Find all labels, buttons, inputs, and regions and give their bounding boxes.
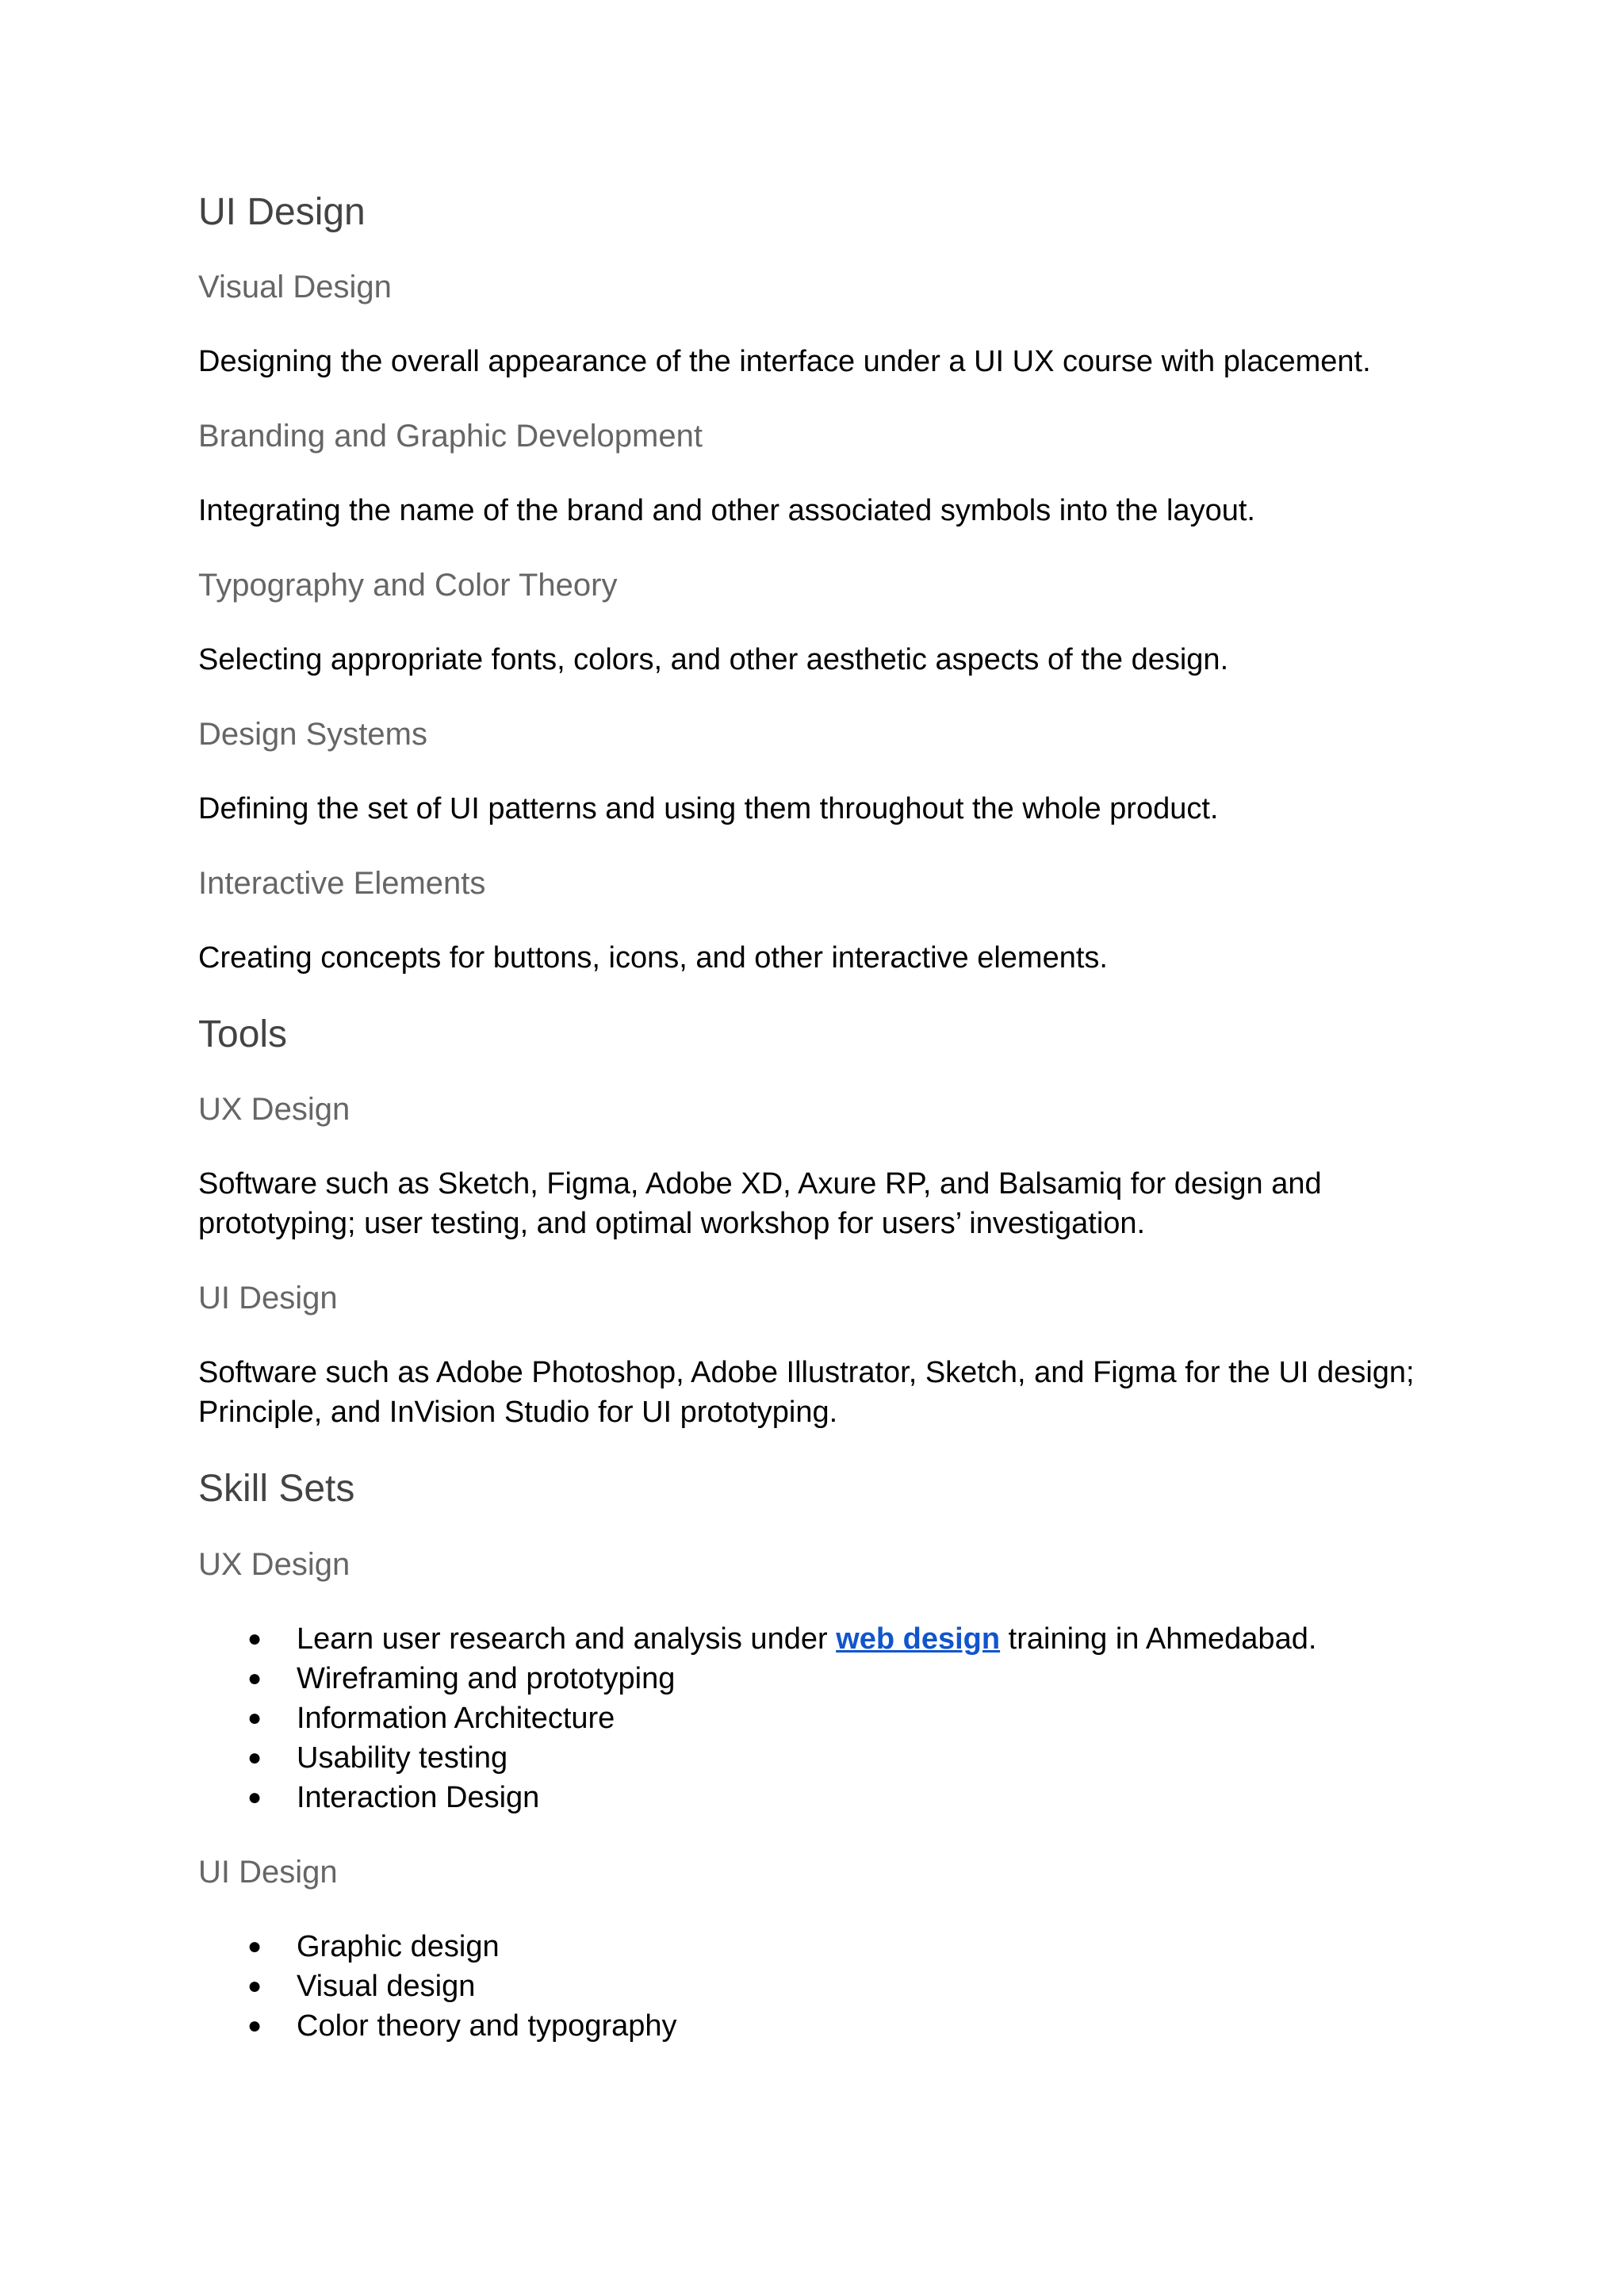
list-item-text: Interaction Design bbox=[297, 1780, 540, 1814]
list-item bbox=[198, 1698, 1435, 1738]
bullet-icon: ● bbox=[247, 1625, 262, 1652]
skills-ux-list bbox=[198, 1619, 1435, 1817]
bullet-icon: ● bbox=[247, 1972, 262, 1999]
document-page bbox=[198, 190, 1435, 2046]
bullet-icon: ● bbox=[247, 1744, 262, 1771]
subsection-title-tools-ui: UI Design bbox=[198, 1281, 338, 1316]
web-design-link[interactable]: web design bbox=[836, 1622, 1001, 1656]
list-item bbox=[198, 1927, 1435, 1967]
paragraph-interactive-elements: Creating concepts for buttons, icons, and other interactive elements. bbox=[198, 941, 1108, 975]
section-title-skill-sets: Skill Sets bbox=[198, 1468, 355, 1511]
list-item bbox=[198, 1967, 1435, 2006]
section-title-ui-design: UI Design bbox=[198, 191, 366, 233]
paragraph-line: prototyping; user testing, and optimal workshop for users’ investigation. bbox=[198, 1207, 1146, 1241]
paragraph-line: Software such as Adobe Photoshop, Adobe Illustrator, Sketch, and Figma for the UI design; bbox=[198, 1356, 1415, 1390]
subsection-title-tools-ux: UX Design bbox=[198, 1092, 350, 1128]
subsection-title-skills-ux: UX Design bbox=[198, 1546, 350, 1582]
paragraph-line: Principle, and InVision Studio for UI prototyping. bbox=[198, 1396, 838, 1430]
list-item-text: training in Ahmedabad. bbox=[1000, 1622, 1317, 1656]
list-item bbox=[198, 1619, 1435, 1659]
list-item-text: Information Architecture bbox=[297, 1701, 615, 1735]
list-item-text: Color theory and typography bbox=[297, 2009, 677, 2043]
paragraph-line: Software such as Sketch, Figma, Adobe XD, Axure RP, and Balsamiq for design and bbox=[198, 1167, 1322, 1201]
list-item-text: Graphic design bbox=[297, 1929, 500, 1963]
list-item-text: Learn user research and analysis under bbox=[297, 1622, 837, 1656]
skills-ui-list bbox=[198, 1927, 1435, 2046]
list-item bbox=[198, 1659, 1435, 1698]
paragraph-design-systems: Defining the set of UI patterns and using them throughout the whole product. bbox=[198, 792, 1219, 826]
paragraph-tools-ui bbox=[198, 1353, 1435, 1432]
bullet-icon: ● bbox=[247, 1664, 262, 1691]
bullet-icon: ● bbox=[247, 1932, 262, 1959]
list-item-text: Visual design bbox=[297, 1969, 476, 2003]
paragraph-typography: Selecting appropriate fonts, colors, and other aesthetic aspects of the design. bbox=[198, 643, 1229, 677]
subsection-title-branding: Branding and Graphic Development bbox=[198, 419, 703, 454]
bullet-icon: ● bbox=[247, 1783, 262, 1810]
list-item-text: Wireframing and prototyping bbox=[297, 1661, 676, 1695]
paragraph-branding: Integrating the name of the brand and other associated symbols into the layout. bbox=[198, 494, 1255, 528]
list-item-text: Usability testing bbox=[297, 1741, 508, 1775]
paragraph-visual-design: Designing the overall appearance of the interface under a UI UX course with placement. bbox=[198, 345, 1371, 379]
subsection-title-skills-ui: UI Design bbox=[198, 1854, 338, 1890]
list-item bbox=[198, 2006, 1435, 2046]
paragraph-tools-ux bbox=[198, 1164, 1435, 1243]
subsection-title-interactive-elements: Interactive Elements bbox=[198, 866, 486, 902]
list-item bbox=[198, 1738, 1435, 1778]
subsection-title-typography: Typography and Color Theory bbox=[198, 568, 618, 603]
list-item bbox=[198, 1778, 1435, 1817]
bullet-icon: ● bbox=[247, 2012, 262, 2039]
bullet-icon: ● bbox=[247, 1704, 262, 1731]
subsection-title-design-systems: Design Systems bbox=[198, 717, 427, 753]
subsection-title-visual-design: Visual Design bbox=[198, 270, 392, 305]
section-title-tools: Tools bbox=[198, 1013, 288, 1056]
